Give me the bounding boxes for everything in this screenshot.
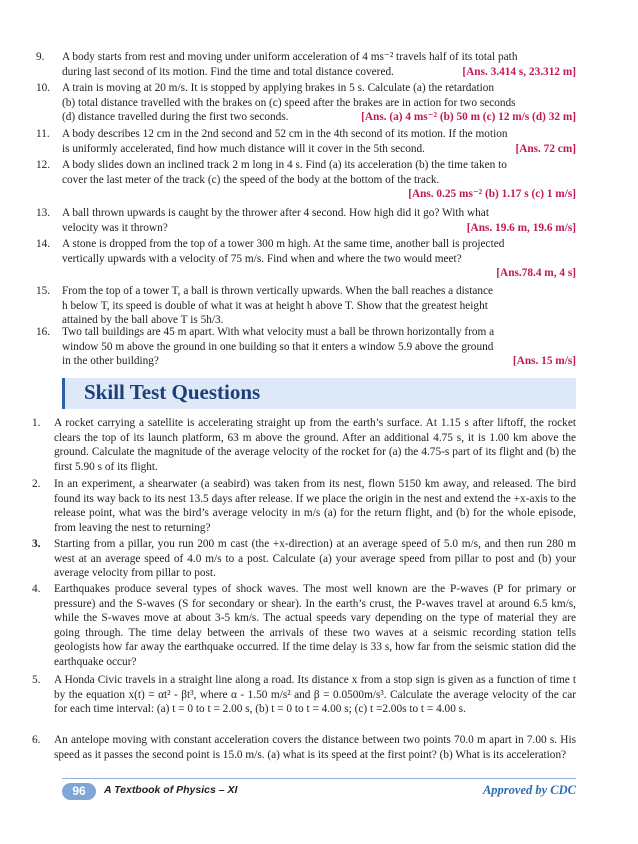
question-13 — [36, 206, 576, 235]
question-line: A stone is dropped from the top of a tower 300 m high. At the same time, another ball is projected — [62, 238, 505, 250]
answer: [Ans. (a) 4 ms⁻² (b) 50 m (c) 12 m/s (d) 32 m] — [361, 111, 576, 124]
question-line: window 50 m above the ground in one building so that it enters a window 5.9 above the ground — [62, 340, 494, 353]
page-number: 96 — [62, 783, 96, 800]
approval-note: Approved by CDC — [482, 783, 576, 797]
question-number: 9. — [36, 51, 45, 63]
question-number: 16. — [36, 326, 51, 338]
question-text: A Honda Civic travels in a straight line along a road. Its distance x from a stop sign is given as a function of time t by the equation x(t) = αt² - βt³, where α - 1.50 m/s² and β = 0.0500m/s³. Calculate the average velocity of the car for each time interval: (a) t = 0 to t = 2.00 s, (b) t = 0 to t = 4.00 s; (c) t =2.00s to t = 4.00 s. — [54, 674, 576, 716]
skill-question-3 — [32, 537, 576, 581]
question-text: Starting from a pillar, you run 200 m cast (the +x-direction) at an average speed of 5.0 m/s, and then run 280 m west at an average speed of 4.0 m/s to a post. Calculate (a) your average speed from pillar to post and (b) your average velocity from pillar to post. — [54, 538, 576, 580]
question-number: 10. — [36, 82, 51, 94]
question-line: A body describes 12 cm in the 2nd second and 52 cm in the 4th second of its motion. If the motion — [62, 128, 508, 140]
question-number: 1. — [32, 417, 41, 429]
question-number: 15. — [36, 285, 51, 297]
question-line: velocity was it thrown? — [62, 221, 168, 234]
question-16 — [36, 325, 576, 369]
question-line: cover the last meter of the track (c) the speed of the body at the bottom of the track. — [62, 173, 440, 186]
question-line: attained by the ball above T is 5h/3. — [62, 314, 224, 327]
question-line: in the other building? — [62, 355, 159, 368]
question-number: 13. — [36, 207, 51, 219]
question-line: h below T, its speed is double of what it was at height h above T. Show that the greatest height — [62, 299, 488, 312]
question-9 — [36, 50, 576, 79]
question-text: An antelope moving with constant acceleration covers the distance between two points 70.0 m apart in 7.00 s. His speed as it passes the second point is 15.0 m/s. (a) what is its speed at the first point? (b) What is its acceleration? — [54, 734, 576, 761]
skill-question-6 — [32, 733, 576, 762]
question-number: 2. — [32, 478, 41, 490]
question-line: From the top of a tower T, a ball is thrown vertically upwards. When the ball reaches a distance — [62, 285, 494, 297]
question-10 — [36, 81, 576, 125]
answer: [Ans. 19.6 m, 19.6 m/s] — [466, 221, 576, 234]
answer: [Ans. 0.25 ms⁻² (b) 1.17 s (c) 1 m/s] — [408, 188, 576, 201]
skill-question-2 — [32, 477, 576, 535]
answer: [Ans.78.4 m, 4 s] — [496, 267, 576, 280]
answer: [Ans. 72 cm] — [515, 142, 576, 155]
question-line: A ball thrown upwards is caught by the thrower after 4 second. How high did it go? With what — [62, 207, 489, 219]
question-number: 5. — [32, 674, 41, 686]
question-11 — [36, 127, 576, 156]
question-number: 3. — [32, 538, 41, 550]
question-line: A body slides down an inclined track 2 m long in 4 s. Find (a) its acceleration (b) the time taken to — [62, 159, 507, 171]
skill-question-1 — [32, 416, 576, 474]
question-14 — [36, 237, 576, 281]
question-number: 6. — [32, 734, 41, 746]
section-title: Skill Test Questions — [84, 380, 261, 404]
question-number: 11. — [36, 128, 50, 140]
question-text: A rocket carrying a satellite is accelerating straight up from the earth’s surface. At 1.15 s after liftoff, the rocket clears the top of its launch platform, 63 m above the ground. After an additional 4.75 s, it is 1.00 km above the ground. Calculate the magnitude of the average velocity of the rocket for (a) the 4.75-s part of its flight and (b) the first 5.90 s of its flight. — [54, 417, 576, 473]
question-line: during last second of its motion. Find the time and total distance covered. — [62, 65, 394, 78]
question-line: Two tall buildings are 45 m apart. With what velocity must a ball be thrown horizontally from a — [62, 326, 495, 338]
question-12 — [36, 158, 576, 202]
question-text: In an experiment, a shearwater (a seabird) was taken from its nest, flown 5150 km away, and released. The bird found its way back to its nest 13.5 days after release. If we place the origin in the nest and extend the +x-axis to the release point, what was the bird’s average velocity in m/s (a) for the return flight, and (b) for the whole episode, from leaving the nest to returning? — [54, 478, 576, 534]
answer: [Ans. 3.414 s, 23.312 m] — [462, 65, 576, 78]
question-15 — [36, 284, 576, 328]
skill-question-5 — [32, 673, 576, 717]
heading-accent-bar — [62, 378, 65, 409]
question-number: 14. — [36, 238, 51, 250]
question-line: is uniformly accelerated, find how much distance will it cover in the 5th second. — [62, 142, 425, 155]
question-number: 4. — [32, 583, 41, 595]
skill-question-4 — [32, 582, 576, 670]
question-number: 12. — [36, 159, 51, 171]
question-line: A train is moving at 20 m/s. It is stopped by applying brakes in 5 s. Calculate (a) the retardation — [62, 82, 495, 94]
footer-rule — [62, 778, 576, 779]
book-title: A Textbook of Physics – XI — [104, 784, 238, 796]
question-line: vertically upwards with a velocity of 75 m/s. Find when and where the two would meet? — [62, 252, 462, 265]
question-line: A body starts from rest and moving under uniform acceleration of 4 ms⁻² travels half of its total path — [62, 51, 518, 63]
question-line: (b) total distance travelled with the brakes on (c) speed after the brakes are in action for two seconds — [62, 96, 516, 109]
question-line: (d) distance travelled during the first two seconds. — [62, 111, 289, 124]
answer: [Ans. 15 m/s] — [512, 355, 576, 368]
question-text: Earthquakes produce several types of shock waves. The most well known are the P-waves (P for primary or pressure) and the S-waves (S for secondary or shear). In the earth’s crust, the P-waves travel at around 6.5 km/s, while the S-waves move at about 3-5 km/s. The actual speeds vary depending on the type of material they are going through. The time delay between the arrivals of these two waves at a seismic recording station tells geologists how far away the earthquake occurred. If the time delay is 33 s, how far from the seismic station did the earthquake occur? — [54, 583, 576, 668]
